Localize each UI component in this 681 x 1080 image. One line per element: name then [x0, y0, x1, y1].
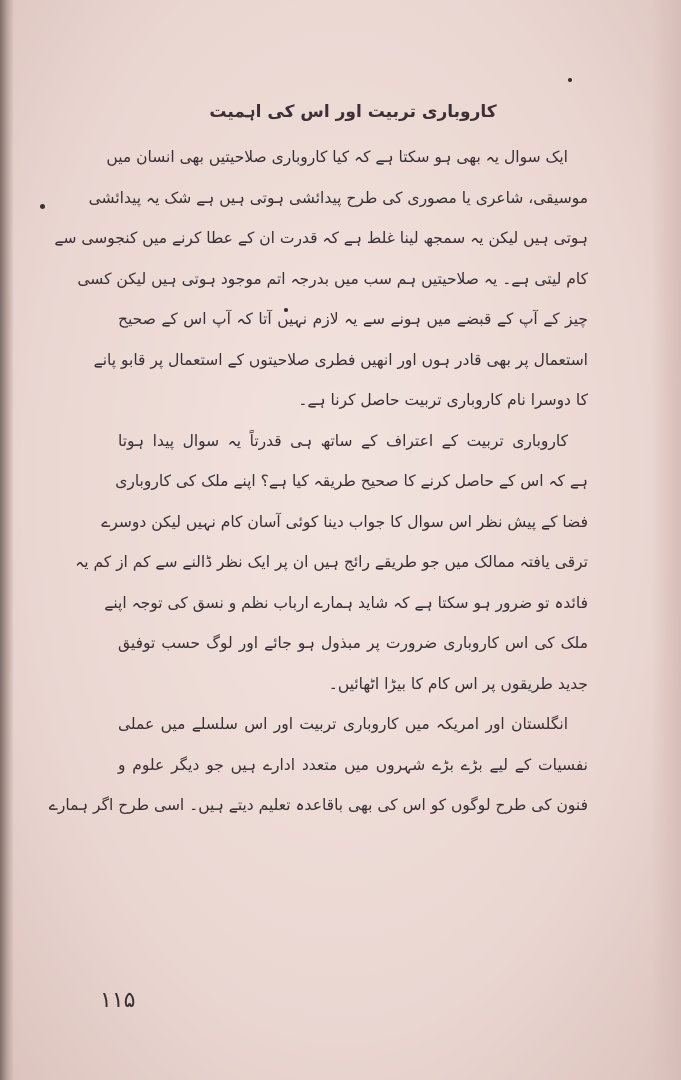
text-line: کام لیتی ہے۔ یہ صلاحیتیں ہم سب میں بدرجہ اتم موجود ہوتی ہیں لیکن کسی — [77, 269, 588, 288]
text-line: ملک کی اس کاروباری ضرورت پر مبذول ہو جائے اور لوگ حسب توفیق — [118, 634, 588, 652]
text-line: نفسیات کے لیے بڑے بڑے شہروں میں متعدد ادارے ہیں جو دیگر علوم و — [118, 755, 588, 774]
page-edge-shadow — [651, 0, 681, 1080]
text-line: انگلستان اور امریکہ میں کاروباری تربیت اور اس سلسلے میں عملی — [118, 715, 568, 733]
text-line: فنون کی طرح لوگوں کو اس کی بھی باقاعدہ تعلیم دیتے ہیں۔ اسی طرح اگر ہمارے — [48, 796, 588, 814]
text-line: ترقی یافتہ ممالک میں جو طریقے رائج ہیں ان پر ایک نظر ڈالنے سے کم از کم یہ — [75, 553, 588, 571]
page-heading: کاروباری تربیت اور اس کی اہمیت — [209, 102, 497, 122]
text-line: فضا کے پیش نظر اس سوال کا جواب دینا کوئی آسان کام نہیں لیکن دوسرے — [101, 512, 588, 531]
page-text — [48, 92, 588, 835]
page-number: ۱۱۵ — [100, 988, 136, 1013]
text-line: موسیقی، شاعری یا مصوری کی طرح پیدائشی ہوتی ہیں ہے شک یہ پیدائشی — [88, 188, 588, 207]
text-line: ایک سوال یہ بھی ہو سکتا ہے کہ کیا کاروباری صلاحیتیں بھی انسان میں — [106, 148, 568, 166]
text-line: فائدہ تو ضرور ہو سکتا ہے کہ شاید ہمارے ارباب نظم و نسق کی توجہ اپنے — [104, 593, 588, 612]
ink-speck — [40, 204, 45, 209]
paragraph-2 — [75, 430, 588, 695]
text-line: کا دوسرا نام کاروباری تربیت حاصل کرنا ہے۔ — [298, 391, 588, 409]
text-line: ہے کہ اس کے حاصل کرنے کا صحیح طریقہ کیا ہے؟ اپنے ملک کی کاروباری — [115, 472, 588, 490]
text-line: چیز کے آپ کے قبضے میں ہونے سے یہ لازم نہیں آتا کہ آپ اس کے صحیح — [118, 310, 588, 328]
text-line: کاروباری تربیت کے اعتراف کے ساتھ ہی قدرتاً یہ سوال پیدا ہوتا — [118, 431, 568, 450]
paragraph-1 — [54, 146, 588, 411]
text-line: ہوتی ہیں لیکن یہ سمجھ لینا غلط ہے کہ قدرت ان کے عطا کرنے میں کنجوسی سے — [54, 229, 588, 247]
page-binding-shadow — [0, 0, 14, 1080]
ink-speck — [568, 78, 572, 82]
text-line: استعمال پر بھی قادر ہوں اور انھیں فطری صلاحیتوں کے استعمال پر قابو پانے — [93, 350, 588, 369]
text-line: جدید طریقوں پر اس کام کا بیڑا اٹھائیں۔ — [328, 674, 588, 693]
paragraph-3 — [48, 713, 588, 816]
